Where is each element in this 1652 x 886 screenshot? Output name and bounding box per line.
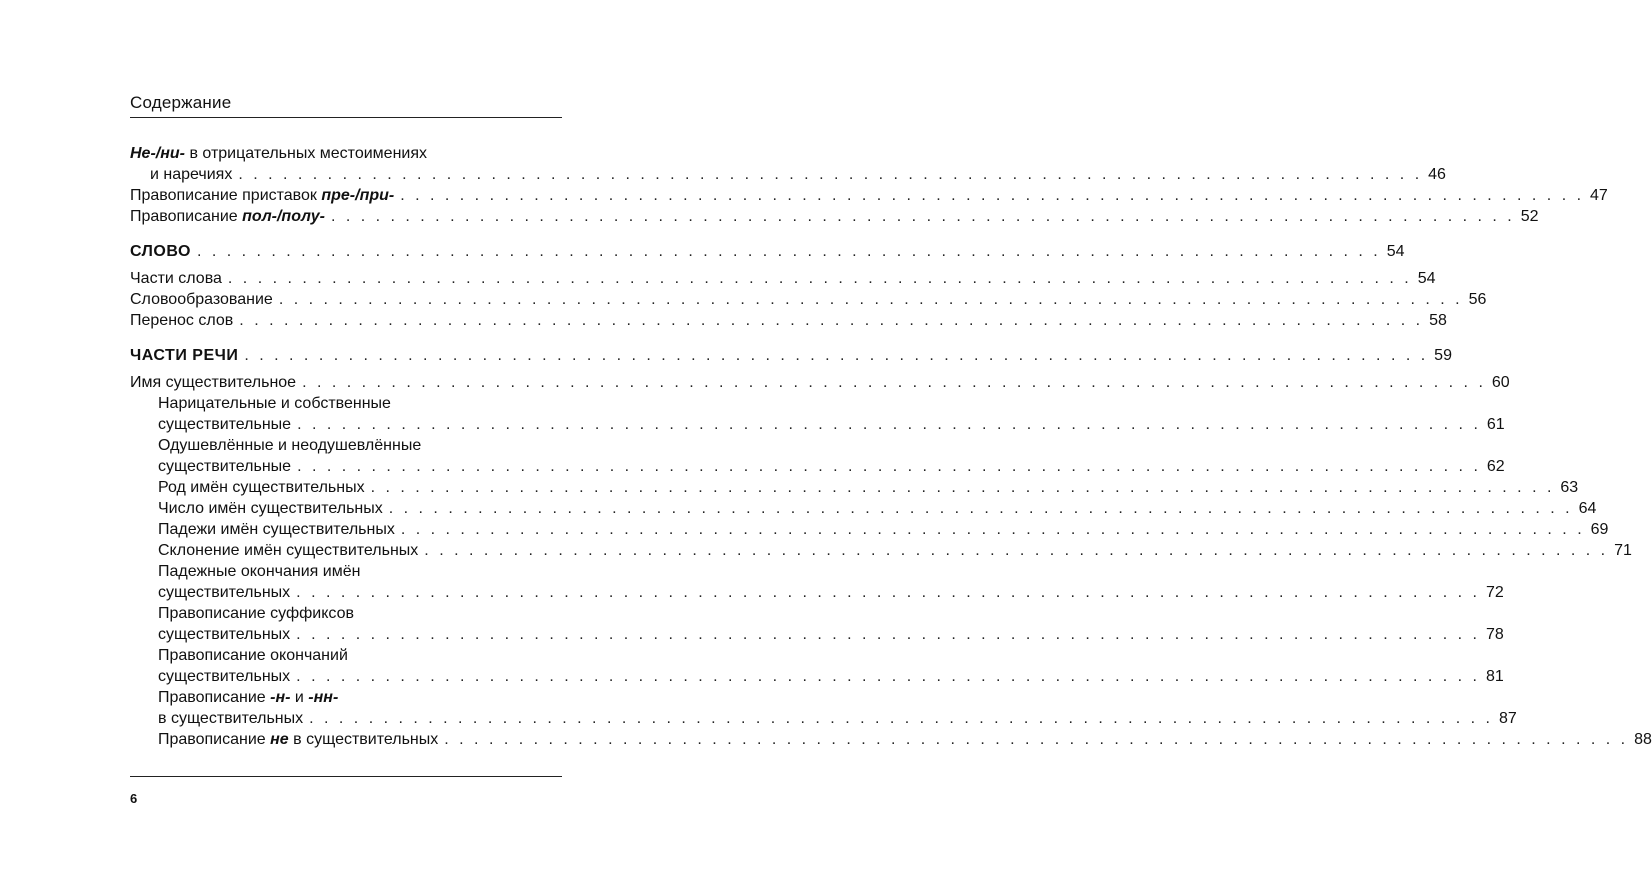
toc-page-number: 52 [1520,208,1539,225]
toc-leader-dots: . . . . . . . . . . . . . . . . . . . . . . . . . . . . . . . . . . . . . . . . . . . . . . . . . . . . . . . . . . . . . . . . . . . . . . . . . . . . . . . . [302,374,1486,391]
toc-page-number: 54 [1386,243,1405,260]
toc-entry-term: не [270,731,289,748]
toc-entry-text: Правописание [158,689,271,706]
toc-leader-dots: . . . . . . . . . . . . . . . . . . . . . . . . . . . . . . . . . . . . . . . . . . . . . . . . . . . . . . . . . . . . . . . . . . . . . . . . . . . . . . . . [244,347,1429,364]
toc-entry [130,185,1608,206]
toc-page-number: 71 [1614,542,1632,559]
toc-entry-term: -нн- [308,689,339,706]
toc-entry-title [158,561,360,582]
toc-entry [130,456,1505,477]
toc-page-number: 78 [1485,626,1504,643]
toc-page-number: 61 [1486,416,1505,433]
toc-page-number: 60 [1491,374,1510,391]
toc-entry [130,435,562,456]
toc-entry-title [130,345,238,366]
toc-leader-dots: . . . . . . . . . . . . . . . . . . . . . . . . . . . . . . . . . . . . . . . . . . . . . . . . . . . . . . . . . . . . . . . . . . . . . . . . . . . . . . . . [297,416,1481,433]
toc-leader-dots: . . . . . . . . . . . . . . . . . . . . . . . . . . . . . . . . . . . . . . . . . . . . . . . . . . . . . . . . . . . . . . . . . . . . . . . . . . . . . . . . [278,291,1463,308]
toc-entry-title [158,645,348,666]
toc-entry-title [130,143,427,164]
toc-entry-term: пол-/полу- [242,208,325,225]
toc-page-number: 59 [1434,347,1452,364]
toc-entry-term: -н- [270,689,291,706]
toc-entry-text: в отрицательных местоимениях [185,145,427,162]
toc-entry-title [158,456,291,477]
toc-page-number: 56 [1468,291,1487,308]
toc-entry-term: пре-/при- [321,187,395,204]
toc-entry-title [158,687,338,708]
toc-entry-title [158,708,303,729]
toc-entry [130,582,1504,603]
toc-leader-dots: . . . . . . . . . . . . . . . . . . . . . . . . . . . . . . . . . . . . . . . . . . . . . . . . . . . . . . . . . . . . . . . . . . . . . . . . . . . . . . . . [400,187,1585,204]
toc-leader-dots: . . . . . . . . . . . . . . . . . . . . . . . . . . . . . . . . . . . . . . . . . . . . . . . . . . . . . . . . . . . . . . . . . . . . . . . . . . . . . . . . [296,584,1480,601]
toc-entry-text: Имя существительное [130,374,297,391]
toc-entry-title [158,540,418,561]
toc-page-number: 62 [1486,458,1505,475]
toc-leader-dots: . . . . . . . . . . . . . . . . . . . . . . . . . . . . . . . . . . . . . . . . . . . . . . . . . . . . . . . . . . . . . . . . . . . . . . . . . . . . . . . . [239,312,1424,329]
toc-entry [130,687,562,708]
toc-entry [130,498,1597,519]
toc-entry-title [130,206,325,227]
toc-entry-text: и [290,689,309,706]
toc-page-number: 58 [1429,312,1447,329]
toc-entry-text: Правописание приставок [130,187,322,204]
toc-entry-title [158,477,365,498]
toc-entry-text: и наречиях [150,166,233,183]
toc-leader-dots: . . . . . . . . . . . . . . . . . . . . . . . . . . . . . . . . . . . . . . . . . . . . . . . . . . . . . . . . . . . . . . . . . . . . . . . . . . . . . . . . [370,479,1555,496]
toc-leader-dots: . . . . . . . . . . . . . . . . . . . . . . . . . . . . . . . . . . . . . . . . . . . . . . . . . . . . . . . . . . . . . . . . . . . . . . . . . . . . . . . . [388,500,1573,517]
toc-entry-title [158,624,290,645]
toc-leader-dots: . . . . . . . . . . . . . . . . . . . . . . . . . . . . . . . . . . . . . . . . . . . . . . . . . . . . . . . . . . . . . . . . . . . . . . . . . . . . . . . . [424,542,1609,559]
toc-entry-text: существительных [158,626,291,643]
toc-entry-text: Словообразование [130,291,273,308]
toc-entry-term: Не-/ни- [130,145,185,162]
toc-entry-text: Правописание [130,208,243,225]
table-of-contents [130,143,1652,750]
toc-entry [130,645,562,666]
toc-entry-title [158,414,291,435]
toc-entry-text: существительных [158,584,291,601]
toc-entry-title [158,729,438,750]
toc-entry [130,519,1609,540]
toc-spacer [130,331,562,345]
folio-number: 6 [130,791,138,806]
toc-entry-title [158,519,395,540]
toc-entry [130,310,1447,331]
toc-entry-title [158,435,421,456]
page-number-footer [130,776,562,806]
toc-page-number: 87 [1498,710,1517,727]
toc-entry-title [150,164,232,185]
toc-leader-dots: . . . . . . . . . . . . . . . . . . . . . . . . . . . . . . . . . . . . . . . . . . . . . . . . . . . . . . . . . . . . . . . . . . . . . . . . . . . . . . . . [238,166,1423,183]
toc-entry [130,143,562,164]
toc-entry-title [130,372,296,393]
toc-leader-dots: . . . . . . . . . . . . . . . . . . . . . . . . . . . . . . . . . . . . . . . . . . . . . . . . . . . . . . . . . . . . . . . . . . . . . . . . . . . . . . . . [196,243,1381,260]
toc-entry-title [130,268,222,289]
toc-leader-dots: . . . . . . . . . . . . . . . . . . . . . . . . . . . . . . . . . . . . . . . . . . . . . . . . . . . . . . . . . . . . . . . . . . . . . . . . . . . . . . . . [330,208,1515,225]
toc-entry-title [158,393,391,414]
toc-entry [130,666,1504,687]
toc-page-number: 63 [1560,479,1579,496]
toc-leader-dots: . . . . . . . . . . . . . . . . . . . . . . . . . . . . . . . . . . . . . . . . . . . . . . . . . . . . . . . . . . . . . . . . . . . . . . . . . . . . . . . . [400,521,1585,538]
toc-entry [130,603,562,624]
toc-entry [130,477,1579,498]
toc-entry-text: СЛОВО [130,243,191,260]
toc-entry-text: Число имён существительных [158,500,383,517]
toc-entry [130,624,1504,645]
toc-page-number: 72 [1485,584,1504,601]
toc-entry-title [130,289,273,310]
toc-entry-text: в существительных [158,710,304,727]
toc-page-number: 88 [1634,731,1652,748]
toc-entry [130,372,1510,393]
toc-entry-text: ЧАСТИ РЕЧИ [130,347,239,364]
toc-entry-title [158,582,290,603]
toc-leader-dots: . . . . . . . . . . . . . . . . . . . . . . . . . . . . . . . . . . . . . . . . . . . . . . . . . . . . . . . . . . . . . . . . . . . . . . . . . . . . . . . . [296,626,1480,643]
toc-entry [130,393,562,414]
toc-entry-title [158,666,290,687]
toc-entry [130,729,1652,750]
toc-entry-text: Правописание суффиксов [158,605,354,622]
toc-spacer [130,227,562,241]
toc-entry [130,561,562,582]
toc-entry [130,414,1505,435]
toc-page-number: 64 [1578,500,1597,517]
toc-entry-title [158,603,354,624]
toc-entry-text: Правописание [158,731,271,748]
toc-entry [130,164,1446,185]
toc-entry-text: существительные [158,458,292,475]
toc-section-heading [130,241,1405,262]
toc-entry-title [130,241,191,262]
running-header [130,93,562,118]
toc-entry [130,289,1487,310]
toc-entry-text: Падежи имён существительных [158,521,395,538]
toc-leader-dots: . . . . . . . . . . . . . . . . . . . . . . . . . . . . . . . . . . . . . . . . . . . . . . . . . . . . . . . . . . . . . . . . . . . . . . . . . . . . . . . . [227,270,1412,287]
toc-entry [130,206,1539,227]
toc-entry-text: Одушевлённые и неодушевлённые [158,437,422,454]
toc-page-number: 69 [1590,521,1609,538]
toc-entry-title [130,310,233,331]
toc-entry-title [158,498,383,519]
toc-entry-text: Падежные окончания имён [158,563,361,580]
toc-entry-text: Склонение имён существительных [158,542,419,559]
toc-entry-text: существительных [158,668,291,685]
toc-entry [130,268,1436,289]
toc-leader-dots: . . . . . . . . . . . . . . . . . . . . . . . . . . . . . . . . . . . . . . . . . . . . . . . . . . . . . . . . . . . . . . . . . . . . . . . . . . . . . . . . [296,668,1480,685]
toc-page-number: 54 [1417,270,1436,287]
toc-page-number: 46 [1428,166,1446,183]
toc-entry [130,540,1632,561]
toc-page-number: 81 [1485,668,1504,685]
toc-leader-dots: . . . . . . . . . . . . . . . . . . . . . . . . . . . . . . . . . . . . . . . . . . . . . . . . . . . . . . . . . . . . . . . . . . . . . . . . . . . . . . . . [444,731,1629,748]
toc-page-number: 47 [1590,187,1608,204]
toc-entry-text: существительные [158,416,292,433]
running-header-title: Содержание [130,93,232,112]
toc-entry-text: Перенос слов [130,312,234,329]
toc-leader-dots: . . . . . . . . . . . . . . . . . . . . . . . . . . . . . . . . . . . . . . . . . . . . . . . . . . . . . . . . . . . . . . . . . . . . . . . . . . . . . . . . [309,710,1493,727]
toc-entry-text: Правописание окончаний [158,647,348,664]
toc-leader-dots: . . . . . . . . . . . . . . . . . . . . . . . . . . . . . . . . . . . . . . . . . . . . . . . . . . . . . . . . . . . . . . . . . . . . . . . . . . . . . . . . [297,458,1481,475]
toc-section-heading [130,345,1452,366]
toc-entry-text: Род имён существительных [158,479,365,496]
toc-entry-text: Нарицательные и собственные [158,395,391,412]
toc-entry-title [130,185,394,206]
toc-entry [130,708,1517,729]
toc-entry-text: Части слова [130,270,222,287]
toc-entry-text: в существительных [288,731,439,748]
